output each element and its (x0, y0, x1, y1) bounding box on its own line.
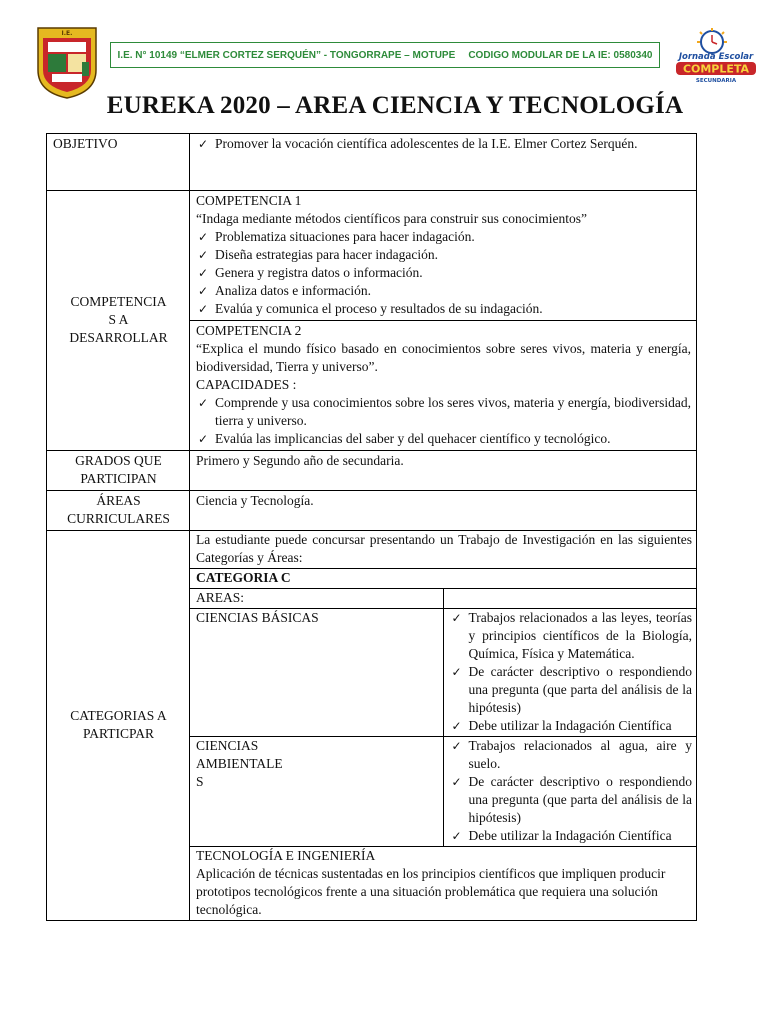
school-banner (110, 42, 660, 68)
list-item: ✓ Debe utilizar la Indagación Científica (450, 717, 693, 735)
categorias-inner-table (190, 531, 696, 920)
row-categorias (47, 531, 697, 921)
label-line: AMBIENTALE (196, 756, 283, 771)
row-competencias (47, 191, 697, 321)
list-item: ✓ Debe utilizar la Indagación Científica (450, 827, 693, 845)
areas-curriculares-label: ÁREAS CURRICULARES (47, 491, 190, 531)
document-header (0, 0, 768, 100)
competencia-1-quote: “Indaga mediante métodos científicos para construir sus conocimientos” (196, 211, 587, 226)
jornada-escolar-logo (672, 28, 760, 84)
tecnologia-text: Aplicación de técnicas sustentadas en los principios científicos que impliquen producir prototipos tecnológicos frente a una situación problemática que requiera una solución tecnológica. (196, 866, 666, 917)
competencia-1-cell (190, 191, 697, 321)
list-item: ✓ Analiza datos e información. (196, 282, 691, 300)
competencias-label (47, 191, 190, 451)
list-item: ✓ De carácter descriptivo o respondiendo una pregunta (que parta del análisis de la hipótesis) (450, 663, 693, 717)
row-areas-curriculares (47, 491, 697, 531)
list-item: ✓ Evalúa y comunica el proceso y resultados de su indagación. (196, 300, 691, 318)
tecnologia-cell (190, 847, 696, 921)
table-row (190, 531, 696, 569)
label-line: COMPETENCIA (70, 294, 167, 309)
list-item: ✓ Promover la vocación científica adolescentes de la I.E. Elmer Cortez Serquén. (196, 135, 691, 153)
crest-caption: I.E. (61, 30, 73, 37)
list-item: ✓ Trabajos relacionados a las leyes, teorías y principios científicos de la Biología, Química, Física y Matemática. (450, 609, 693, 663)
list-item: ✓ Evalúa las implicancias del saber y del quehacer científico y tecnológico. (196, 430, 691, 448)
categorias-cell (190, 531, 697, 921)
school-name: I.E. N° 10149 “ELMER CORTEZ SERQUÉN” - TONGORRAPE – MOTUPE (117, 49, 456, 61)
table-row (190, 847, 696, 921)
categorias-intro: La estudiante puede concursar presentando un Trabajo de Investigación en las siguientes Categorías y Áreas: (190, 531, 696, 569)
label-line: CIENCIAS (196, 738, 259, 753)
competencia-2-quote: “Explica el mundo físico basado en conocimientos sobre seres vivos, materia y energía, biodiversidad, Tierra y universo”. (196, 341, 691, 374)
objetivo-label: OBJETIVO (47, 134, 190, 191)
competencia-2-cell (190, 321, 697, 451)
grados-label: GRADOS QUE PARTICIPAN (47, 451, 190, 491)
list-item: ✓ Trabajos relacionados al agua, aire y suelo. (450, 737, 693, 773)
competencia-1-list (196, 228, 691, 318)
areas-curriculares-value: Ciencia y Tecnología. (190, 491, 697, 531)
table-row (190, 609, 696, 737)
areas-label: AREAS: (190, 589, 443, 609)
objetivo-value (190, 134, 697, 191)
categoria-heading: CATEGORIA C (190, 569, 696, 589)
school-crest-logo (36, 26, 98, 100)
competencia-2-list (196, 394, 691, 448)
objetivo-list (196, 135, 691, 153)
logo-line2: COMPLETA (682, 62, 750, 76)
eureka-info-table (46, 133, 697, 921)
ciencias-ambientales-label (190, 737, 443, 847)
label-line: S A (108, 312, 129, 327)
row-objetivo (47, 134, 697, 191)
list-item: ✓ Diseña estrategias para hacer indagación. (196, 246, 691, 264)
label-line: S (196, 774, 204, 789)
competencia-2-heading: COMPETENCIA 2 (196, 323, 302, 338)
competencia-1-heading: COMPETENCIA 1 (196, 193, 302, 208)
label-line: DESARROLLAR (69, 330, 168, 345)
row-grados (47, 451, 697, 491)
list-item: ✓ De carácter descriptivo o respondiendo una pregunta (que parta del análisis de la hipótesis) (450, 773, 693, 827)
list-item: ✓ Genera y registra datos o información. (196, 264, 691, 282)
ciencias-ambientales-value (443, 737, 696, 847)
ciencias-ambientales-list (450, 737, 693, 845)
ciencias-basicas-label: CIENCIAS BÁSICAS (190, 609, 443, 737)
logo-line1: Jornada Escolar (678, 52, 754, 62)
list-item: ✓ Problematiza situaciones para hacer indagación. (196, 228, 691, 246)
logo-line3: SECUNDARIA (695, 78, 737, 84)
areas-empty-cell (443, 589, 696, 609)
grados-value: Primero y Segundo año de secundaria. (190, 451, 697, 491)
codigo-modular: CODIGO MODULAR DE LA IE: 0580340 (468, 49, 653, 61)
ciencias-basicas-list (450, 609, 693, 735)
table-row (190, 589, 696, 609)
page-title: EUREKA 2020 – AREA CIENCIA Y TECNOLOGÍA (106, 92, 684, 119)
tecnologia-heading: TECNOLOGÍA E INGENIERÍA (196, 848, 376, 863)
table-row (190, 737, 696, 847)
categorias-label: CATEGORIAS A PARTICPAR (47, 531, 190, 921)
table-row (190, 569, 696, 589)
capacidades-label: CAPACIDADES : (196, 377, 297, 392)
ciencias-basicas-value (443, 609, 696, 737)
list-item: ✓ Comprende y usa conocimientos sobre los seres vivos, materia y energía, biodiversidad, tierra y universo. (196, 394, 691, 430)
